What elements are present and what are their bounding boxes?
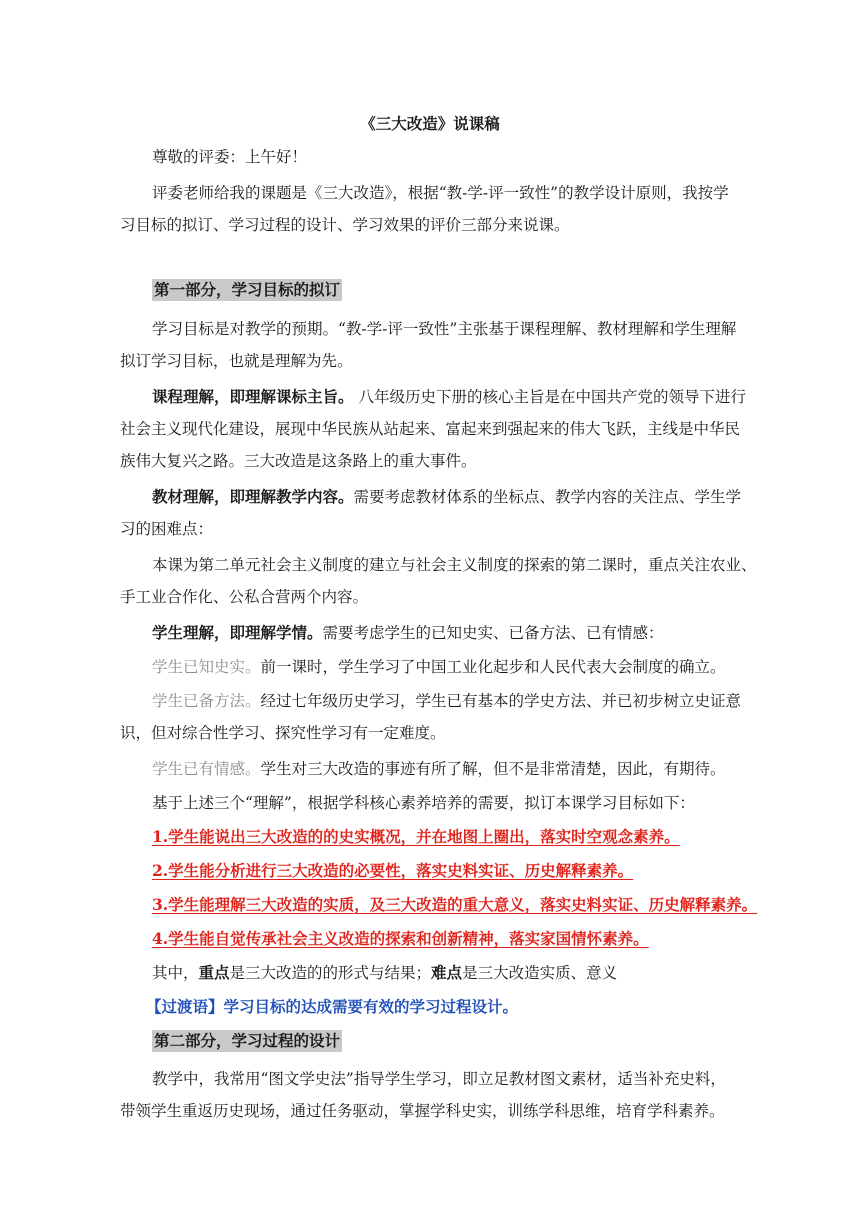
methods-text: 经过七年级历史学习，学生已有基本的学史方法、并已初步树立史证意	[260, 692, 742, 710]
emotion-line	[152, 758, 726, 780]
lesson-line-2: 手工业合作化、公私合营两个内容。	[120, 588, 369, 606]
curriculum-line-2: 社会主义现代化建设，展现中华民族从站起来、富起来到强起来的伟大飞跃，主线是中华民	[120, 420, 741, 438]
methods-label: 学生已备方法。	[152, 692, 261, 710]
keypoints-line	[152, 962, 617, 984]
textbook-line-1	[152, 486, 741, 508]
keypoint-label: 重点	[198, 963, 230, 982]
document-title: 《三大改造》说课稿	[360, 114, 500, 133]
goal-2: 2.学生能分析进行三大改造的必要性，落实史料实证、历史解释素养。	[152, 861, 634, 880]
textbook-text: 需要考虑教材体系的坐标点、教学内容的关注点、学生学	[353, 488, 742, 506]
known-facts-label: 学生已知史实。	[152, 658, 261, 676]
keypoint-text: 是三大改造的的形式与结果；	[229, 964, 432, 982]
emotion-text: 学生对三大改造的事迹有所了解，但不是非常清楚，因此，有期待。	[260, 760, 726, 778]
section-1-heading: 第一部分，学习目标的拟订	[154, 280, 341, 299]
s2-line-2: 带领学生重返历史现场，通过任务驱动，掌握学科史实，训练学科思维，培育学科素养。	[120, 1102, 725, 1120]
s1-paragraph-1-line-1: 学习目标是对教学的预期。“教-学-评一致性”主张基于课程理解、教材理解和学生理解	[152, 320, 737, 338]
student-label: 学生理解，即理解学情。	[152, 623, 323, 642]
goal-4: 4.学生能自觉传承社会主义改造的探索和创新精神，落实家国情怀素养。	[152, 929, 649, 948]
difficulty-text: 是三大改造实质、意义	[462, 964, 618, 982]
textbook-label: 教材理解，即理解教学内容。	[152, 487, 354, 506]
goal-3: 3.学生能理解三大改造的实质，及三大改造的重大意义，落实史料实证、历史解释素养。	[152, 895, 758, 914]
keypoint-prefix: 其中，	[152, 964, 199, 982]
student-line	[152, 622, 664, 644]
curriculum-text: 八年级历史下册的核心主旨是在中国共产党的领导下进行	[358, 388, 746, 406]
emotion-label: 学生已有情感。	[152, 760, 261, 778]
s1-paragraph-1-line-2: 拟订学习目标，也就是理解为先。	[120, 352, 353, 370]
intro-line-2: 习目标的拟订、学习过程的设计、学习效果的评价三部分来说课。	[120, 216, 570, 234]
methods-line-1	[152, 690, 741, 712]
intro-line-1: 评委老师给我的课题是《三大改造》，根据“教-学-评一致性”的教学设计原则，我按学	[152, 184, 729, 202]
curriculum-line-3: 族伟大复兴之路。三大改造是这条路上的重大事件。	[120, 452, 477, 470]
transition-line: 【过渡语】学习目标的达成需要有效的学习过程设计。	[146, 997, 519, 1016]
curriculum-label: 课程理解，即理解课标主旨。	[152, 387, 354, 406]
section-2-heading: 第二部分，学习过程的设计	[154, 1031, 341, 1050]
methods-line-2: 识，但对综合性学习、探究性学习有一定难度。	[120, 724, 446, 742]
known-facts-text: 前一课时，学生学习了中国工业化起步和人民代表大会制度的确立。	[260, 658, 726, 676]
curriculum-line-1	[152, 386, 746, 408]
known-facts-line	[152, 656, 726, 678]
student-text: 需要考虑学生的已知史实、已备方法、已有情感：	[322, 624, 664, 642]
difficulty-label: 难点	[431, 963, 463, 982]
textbook-line-2: 习的困难点：	[120, 520, 214, 538]
basis-line: 基于上述三个“理解”，根据学科核心素养培养的需要，拟订本课学习目标如下：	[152, 794, 695, 812]
goal-1: 1.学生能说出三大改造的的史实概况，并在地图上圈出，落实时空观念素养。	[152, 827, 680, 846]
s2-line-1: 教学中，我常用“图文学史法”指导学生学习，即立足教材图文素材，适当补充史料，	[152, 1070, 726, 1088]
greeting: 尊敬的评委：上午好！	[152, 148, 308, 166]
lesson-line-1: 本课为第二单元社会主义制度的建立与社会主义制度的探索的第二课时，重点关注农业、	[152, 556, 757, 574]
